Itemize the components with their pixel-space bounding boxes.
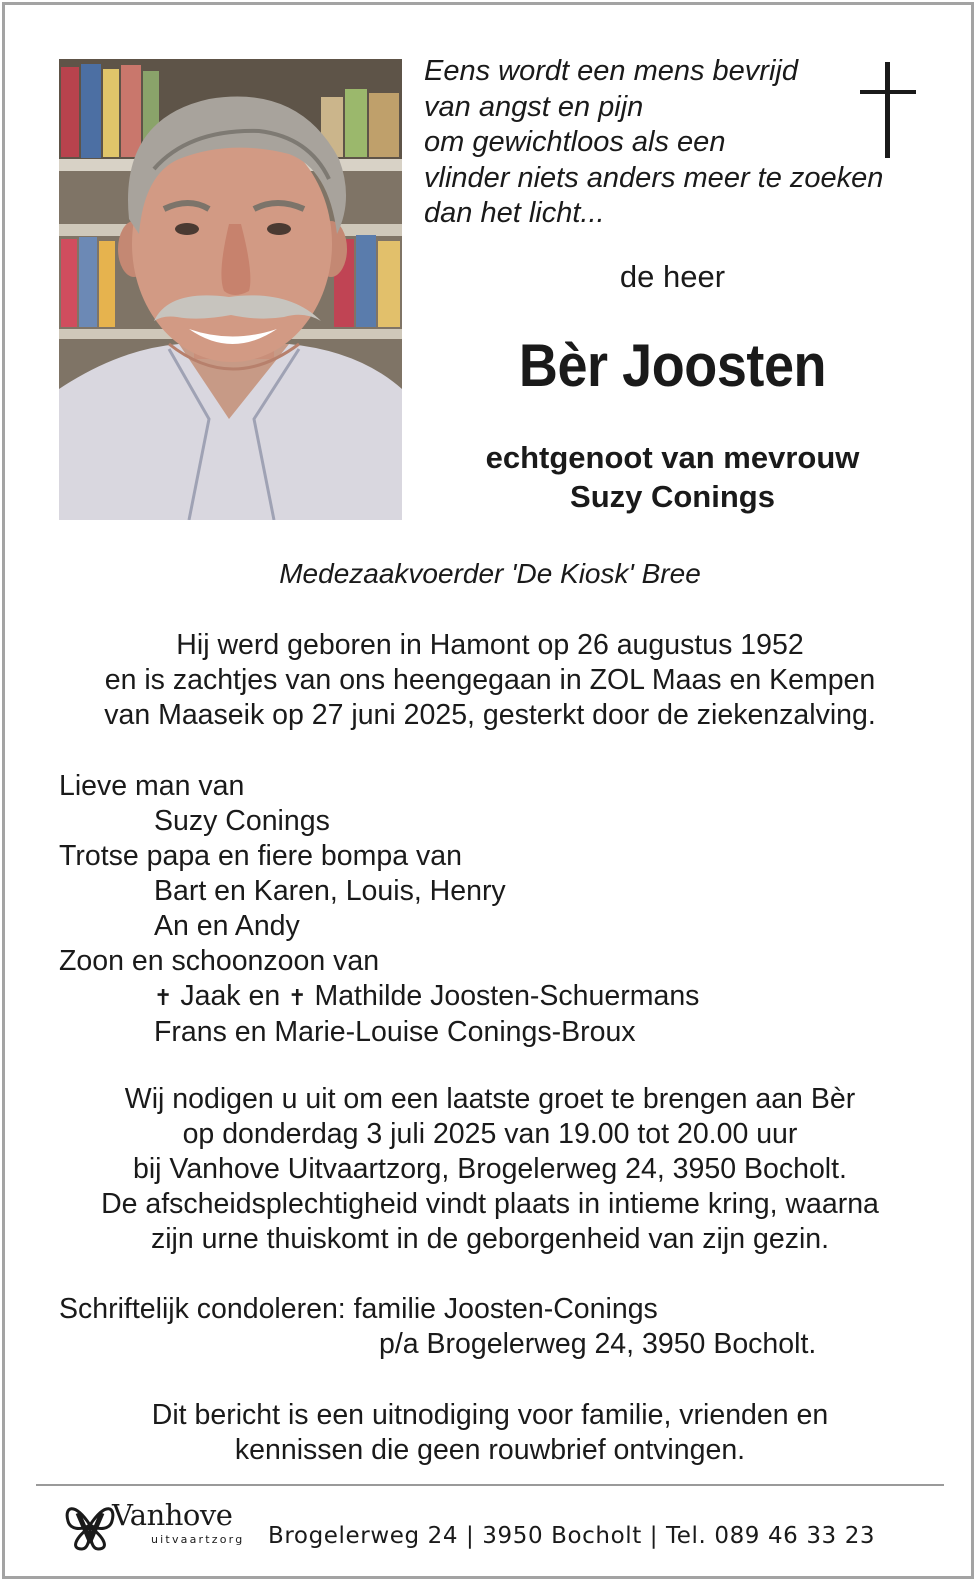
note-line: kennissen die geen rouwbrief ontvingen. (234, 1434, 746, 1466)
poem-line: om gewichtloos als een (424, 126, 726, 158)
portrait-photo (59, 59, 402, 520)
poem (424, 54, 924, 232)
role-line: Medezaakvoerder 'De Kiosk' Bree (279, 558, 701, 589)
vanhove-logo (64, 1497, 254, 1557)
invitation-paragraph (30, 1082, 950, 1257)
parent-name: Mathilde Joosten-Schuermans (314, 980, 700, 1012)
poem-line: vlinder niets anders meer te zoeken (424, 161, 884, 194)
cross-icon: ✝ (154, 985, 173, 1010)
footer-contact: Brogelerweg 24 | 3950 Bocholt | Tel. 089 46 33 23 (268, 1523, 876, 1549)
birth-line: Hij werd geboren in Hamont op 26 augustus 1952 (176, 629, 804, 661)
birth-line: van Maaseik op 27 juni 2025, gesterkt door de ziekenzalving. (104, 699, 876, 731)
family-label: Lieve man van (59, 770, 245, 802)
note-paragraph (30, 1398, 950, 1468)
cross-icon (860, 62, 916, 158)
invite-line: De afscheidsplechtigheid vindt plaats in intieme kring, waarna (101, 1188, 879, 1220)
birth-paragraph (30, 628, 950, 733)
invite-line: Wij nodigen u uit om een laatste groet te brengen aan Bèr (124, 1083, 856, 1115)
family-member: Frans en Marie-Louise Conings-Broux (154, 1016, 636, 1048)
footer-divider (36, 1484, 944, 1486)
family-member: Suzy Conings (154, 805, 330, 837)
logo-subtitle: uitvaartzorg (151, 1533, 245, 1546)
condolence-block (59, 1292, 816, 1362)
condolence-line: Schriftelijk condoleren: familie Joosten-Conings (59, 1293, 658, 1325)
family-label: Trotse papa en fiere bompa van (59, 840, 462, 872)
spouse-line: echtgenoot van mevrouw (485, 440, 860, 475)
birth-line: en is zachtjes van ons heengegaan in ZOL Maas en Kempen (104, 664, 876, 696)
family-label: Zoon en schoonzoon van (59, 945, 380, 977)
condolence-address: p/a Brogelerweg 24, 3950 Bocholt. (379, 1328, 817, 1360)
spouse-name: Suzy Conings (570, 479, 775, 514)
note-line: Dit bericht is een uitnodiging voor familie, vrienden en (151, 1399, 829, 1431)
family-list (59, 769, 699, 1050)
deceased-name: Bèr Joosten (518, 332, 827, 399)
cross-icon: ✝ (288, 985, 307, 1010)
invite-line: zijn urne thuiskomt in de geborgenheid van zijn gezin. (150, 1223, 830, 1255)
poem-line: dan het licht... (424, 197, 605, 229)
parent-name: Jaak en (180, 980, 281, 1012)
salutation: de heer (619, 259, 726, 294)
invite-line: bij Vanhove Uitvaartzorg, Brogelerweg 24, 3950 Bocholt. (133, 1153, 847, 1185)
poem-line: Eens wordt een mens bevrijd (424, 55, 798, 87)
butterfly-v-logo-icon (64, 1497, 116, 1553)
logo-name: Vanhove (112, 1498, 233, 1532)
spouse-block (420, 438, 925, 516)
family-member: An en Andy (154, 910, 300, 942)
family-member: Bart en Karen, Louis, Henry (154, 875, 506, 907)
poem-line: van angst en pijn (424, 90, 644, 123)
family-member (59, 979, 699, 1015)
invite-line: op donderdag 3 juli 2025 van 19.00 tot 20.00 uur (182, 1118, 798, 1150)
